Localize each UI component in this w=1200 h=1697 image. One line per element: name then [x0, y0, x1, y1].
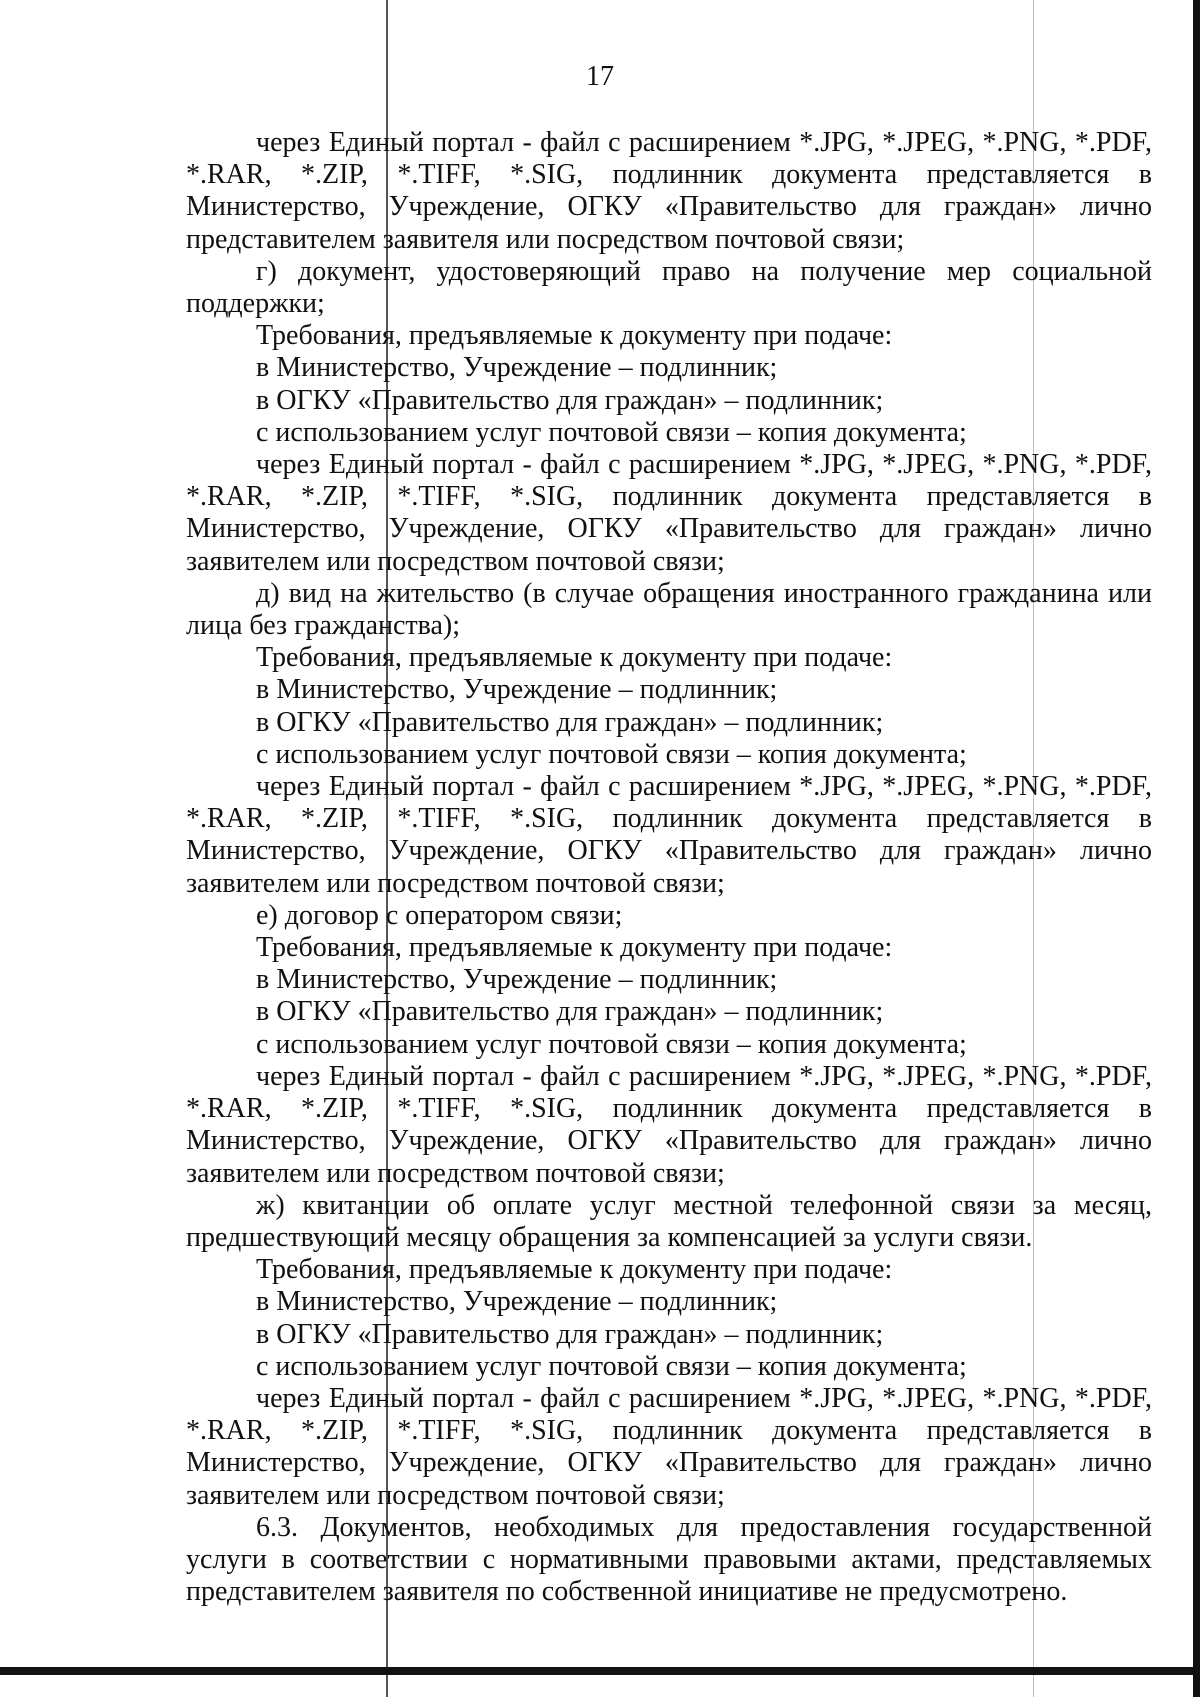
paragraph: через Единый портал - файл с расширением *.JPG, *.JPEG, *.PNG, *.PDF, *.RAR, *.ZIP, *.TIFF, *.SIG, подлинник документа представляется в Министерство, Учреждение, ОГКУ «Правительство для граждан» лично заявителем или посредством почтовой связи;	[186, 1060, 1152, 1189]
paragraph: через Единый портал - файл с расширением *.JPG, *.JPEG, *.PNG, *.PDF, *.RAR, *.ZIP, *.TIFF, *.SIG, подлинник документа представляется в Министерство, Учреждение, ОГКУ «Правительство для граждан» лично заявителем или посредством почтовой связи;	[186, 771, 1152, 899]
paragraph: Требования, предъявляемые к документу при подаче:	[256, 932, 893, 964]
paragraph: через Единый портал - файл с расширением *.JPG, *.JPEG, *.PNG, *.PDF, *.RAR, *.ZIP, *.TIFF, *.SIG, подлинник документа представляется в Министерство, Учреждение, ОГКУ «Правительство для граждан» лично представителем заявителя или посредством почтовой связи;	[186, 127, 1152, 255]
paragraph: с использованием услуг почтовой связи – копия документа;	[256, 738, 967, 770]
paragraph: с использованием услуг почтовой связи – копия документа;	[256, 1350, 967, 1382]
paragraph: через Единый портал - файл с расширением *.JPG, *.JPEG, *.PNG, *.PDF, *.RAR, *.ZIP, *.TIFF, *.SIG, подлинник документа представляется в Министерство, Учреждение, ОГКУ «Правительство для граждан» лично заявителем или посредством почтовой связи;	[186, 1382, 1152, 1511]
paragraph: с использованием услуг почтовой связи – копия документа;	[256, 1028, 967, 1060]
paragraph: в ОГКУ «Правительство для граждан» – подлинник;	[256, 706, 884, 738]
paragraph: е) договор с оператором связи;	[256, 899, 623, 931]
paragraph: с использованием услуг почтовой связи – копия документа;	[256, 416, 967, 448]
paragraph: в Министерство, Учреждение – подлинник;	[256, 1286, 778, 1318]
paragraph: Требования, предъявляемые к документу при подаче:	[256, 1254, 893, 1286]
paragraph: в Министерство, Учреждение – подлинник;	[256, 674, 778, 706]
page-number: 17	[586, 61, 614, 92]
paragraph: в ОГКУ «Правительство для граждан» – подлинник;	[256, 1318, 884, 1350]
paragraph: через Единый портал - файл с расширением *.JPG, *.JPEG, *.PNG, *.PDF, *.RAR, *.ZIP, *.TIFF, *.SIG, подлинник документа представляется в Министерство, Учреждение, ОГКУ «Правительство для граждан» лично заявителем или посредством почтовой связи;	[186, 449, 1152, 577]
page-bottom-edge	[0, 1667, 1200, 1675]
paragraph: в Министерство, Учреждение – подлинник;	[256, 964, 778, 996]
paragraph: Требования, предъявляемые к документу при подаче:	[256, 642, 893, 674]
paragraph: Требования, предъявляемые к документу при подаче:	[256, 320, 893, 352]
paragraph: в Министерство, Учреждение – подлинник;	[256, 352, 778, 384]
document-body	[186, 127, 1152, 1608]
page-right-edge	[1193, 0, 1200, 1697]
paragraph: д) вид на жительство (в случае обращения иностранного гражданина или лица без гражданства);	[186, 577, 1152, 642]
paragraph: в ОГКУ «Правительство для граждан» – подлинник;	[256, 996, 884, 1028]
paragraph: в ОГКУ «Правительство для граждан» – подлинник;	[256, 384, 884, 416]
paragraph: г) документ, удостоверяющий право на получение мер социальной поддержки;	[186, 255, 1152, 320]
paragraph: 6.3. Документов, необходимых для предоставления государственной услуги в соответствии с нормативными правовыми актами, представляемых представителем заявителя по собственной инициативе не предусмотрено.	[186, 1511, 1152, 1608]
paragraph: ж) квитанции об оплате услуг местной телефонной связи за месяц, предшествующий месяцу обращения за компенсацией за услуги связи.	[186, 1189, 1152, 1253]
